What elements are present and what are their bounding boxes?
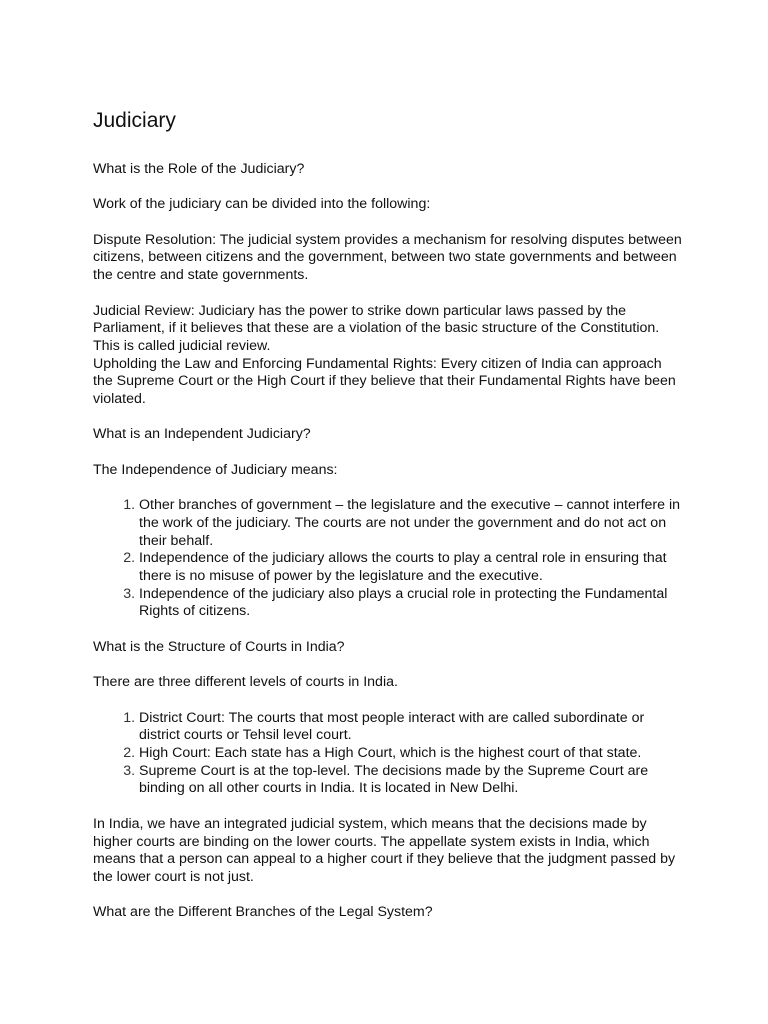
document-page [93,108,683,940]
page-title: Judiciary [93,109,176,132]
question-structure-of-courts: What is the Structure of Courts in India? [93,638,345,655]
courts-list [93,710,683,799]
question-independent-judiciary: What is an Independent Judiciary? [93,426,311,443]
paragraph-integrated-system: In India, we have an integrated judicial system, which means that the decisions made by higher courts are binding on the lower courts. The appellate system exists in India, which means that a person can appeal to a higher court if they believe that the judgment passed by the lower court is not just. [93,815,676,885]
question-role-of-judiciary: What is the Role of the Judiciary? [93,161,305,177]
list-item: 3. Supreme Court is at the top-level. The decisions made by the Supreme Court are binding on all other courts in India. It is located in New Delhi. [139,763,683,798]
paragraph-work-divided: Work of the judiciary can be divided into the following: [93,196,431,213]
paragraph-independence-means: The Independence of Judiciary means: [93,461,338,478]
paragraph-three-levels: There are three different levels of courts in India. [93,674,398,691]
question-branches-of-legal-system: What are the Different Branches of the Legal System? [93,904,433,921]
list-item: 2. Independence of the judiciary allows the courts to play a central role in ensuring that there is no misuse of power by the legislature and the executive. [139,550,683,585]
list-item: 3. Independence of the judiciary also plays a crucial role in protecting the Fundamental Rights of citizens. [139,586,683,621]
paragraph-dispute-resolution: Dispute Resolution: The judicial system provides a mechanism for resolving disputes between citizens, between citizens and the government, between two state governments and between the centre and state governments. [93,231,682,284]
list-item: 1. Other branches of government – the legislature and the executive – cannot interfere in the work of the judiciary. The courts are not under the government and do not act on their behalf. [139,497,683,550]
paragraph-upholding-law: Upholding the Law and Enforcing Fundamental Rights: Every citizen of India can approach the Supreme Court or the High Court if they believe that their Fundamental Rights have been violated. [93,355,676,408]
independence-list [93,497,683,621]
list-item: 2. High Court: Each state has a High Court, which is the highest court of that state. [139,745,683,763]
list-item: 1. District Court: The courts that most people interact with are called subordinate or district courts or Tehsil level court. [139,710,683,745]
paragraph-judicial-review: Judicial Review: Judiciary has the power to strike down particular laws passed by the Parliament, if it believes that these are a violation of the basic structure of the Constitution. This is called judicial review. [93,302,660,354]
